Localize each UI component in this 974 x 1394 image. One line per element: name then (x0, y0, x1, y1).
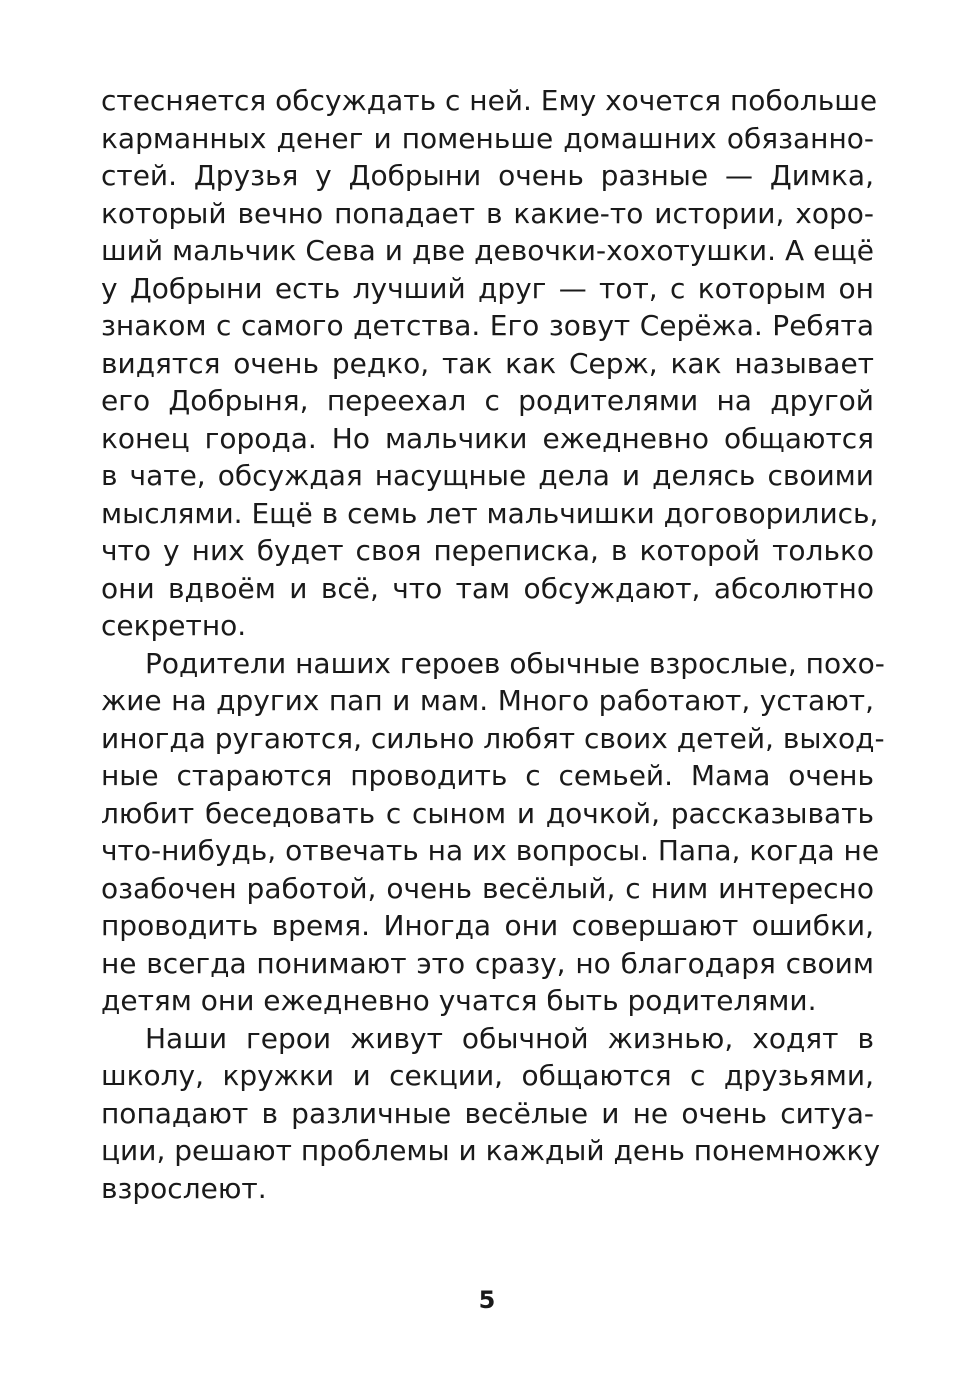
text-line: знаком с самого детства. Его зовут Серёжа. Ребята (101, 309, 874, 342)
paragraph-3 (101, 1020, 881, 1208)
text-line: стей. Друзья у Добрыни очень разные — Димка, (101, 159, 874, 192)
text-line: конец города. Но мальчики ежедневно общаются (101, 421, 874, 455)
text-line: Наши герои живут обычной жизнью, ходят в (145, 1021, 874, 1055)
text-line: не всегда понимают это сразу, но благодаря своим (101, 946, 874, 980)
text-line: ции, решают проблемы и каждый день понемножку (101, 1134, 881, 1167)
body-text (101, 82, 885, 1207)
page-number: 5 (478, 1286, 496, 1314)
text-line: взрослеют. (101, 1171, 267, 1205)
text-line: карманных денег и поменьше домашних обязанно- (101, 121, 874, 155)
text-line: мыслями. Ещё в семь лет мальчишки договорились, (101, 496, 879, 530)
text-line: ший мальчик Сева и две девочки-хохотушки. А ещё (101, 234, 874, 267)
text-line: они вдвоём и всё, что там обсуждают, абсолютно (101, 571, 874, 605)
text-line: в чате, обсуждая насущные дела и делясь своими (101, 459, 874, 492)
text-line: видятся очень редко, так как Серж, как называет (101, 346, 874, 380)
text-line: что у них будет своя переписка, в которой только (101, 534, 874, 567)
text-line: детям они ежедневно учатся быть родителями. (101, 984, 817, 1017)
text-line: у Добрыни есть лучший друг — тот, с которым он (101, 271, 874, 305)
text-line: проводить время. Иногда они совершают ошибки, (101, 909, 874, 942)
text-line: который вечно попадает в какие-то истории, хоро- (101, 196, 874, 230)
text-line: что-нибудь, отвечать на их вопросы. Папа, когда не (101, 834, 880, 867)
text-line: жие на других пап и мам. Много работают, устают, (101, 684, 874, 717)
text-line: иногда ругаются, сильно любят своих детей, выход- (101, 721, 885, 755)
paragraph-2 (101, 645, 885, 1020)
text-line: попадают в различные весёлые и не очень ситуа- (101, 1096, 874, 1130)
text-line: школу, кружки и секции, общаются с друзьями, (101, 1059, 874, 1092)
text-line: его Добрыня, переехал с родителями на другой (101, 384, 874, 417)
paragraph-1 (101, 82, 879, 645)
text-line: секретно. (101, 609, 247, 642)
text-line: ные стараются проводить с семьей. Мама очень (101, 759, 874, 792)
text-line: озабочен работой, очень весёлый, с ним интересно (101, 871, 874, 905)
text-line: любит беседовать с сыном и дочкой, рассказывать (101, 796, 874, 830)
text-line: стесняется обсуждать с ней. Ему хочется побольше (101, 84, 878, 117)
text-line: Родители наших героев обычные взрослые, похо- (145, 646, 885, 680)
